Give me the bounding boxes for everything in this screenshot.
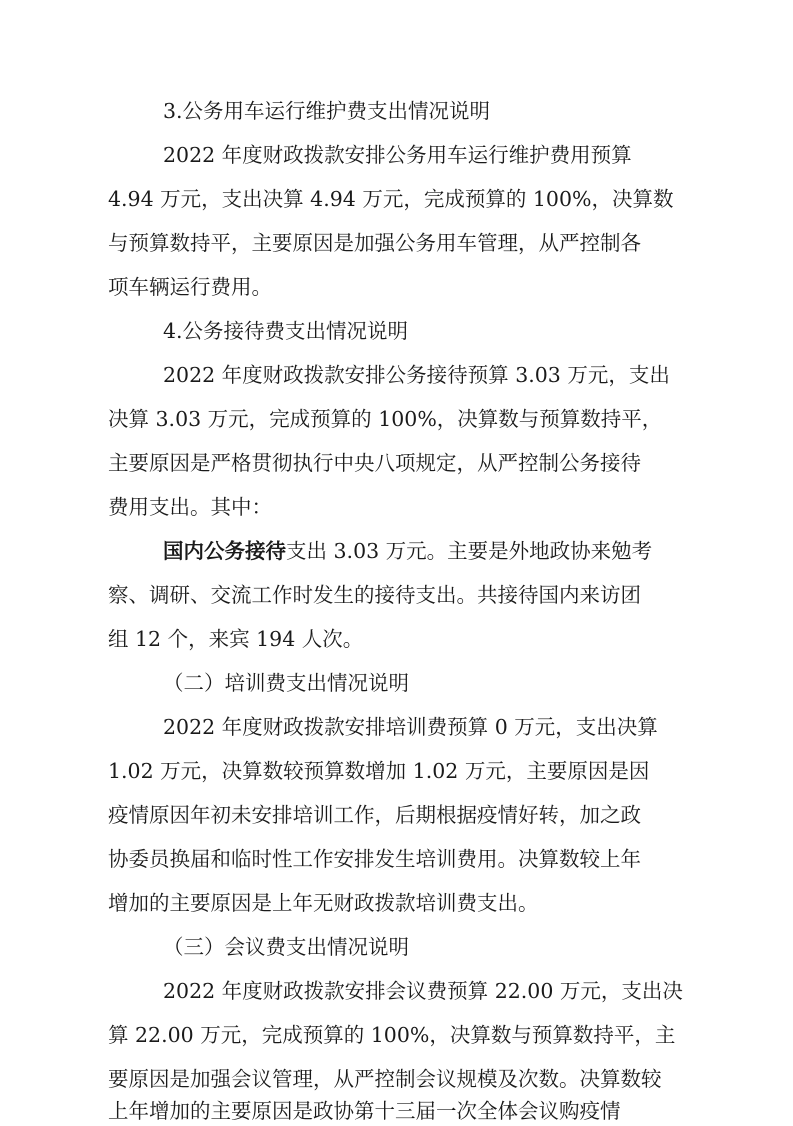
paragraph-line: 项车辆运行费用。 <box>108 275 272 299</box>
paragraph-line: 上年增加的主要原因是政协第十三届一次全体会议购疫情 <box>108 1099 621 1123</box>
paragraph-line: 察、调研、交流工作时发生的接待支出。共接待国内来访团 <box>108 583 641 607</box>
section-4-heading: 4.公务接待费支出情况说明 <box>163 319 409 343</box>
section-3-heading: 3.公务用车运行维护费支出情况说明 <box>163 99 491 123</box>
paragraph-line: 主要原因是严格贯彻执行中央八项规定，从严控制公务接待 <box>108 451 641 475</box>
paragraph-line: 费用支出。其中： <box>108 495 272 519</box>
paragraph-line: 决算 3.03 万元，完成预算的 100%，决算数与预算数持平， <box>108 407 663 431</box>
paragraph-line: 增加的主要原因是上年无财政拨款培训费支出。 <box>108 891 539 915</box>
paragraph-line: 2022 年度财政拨款安排会议费预算 22.00 万元，支出决 <box>163 979 683 1003</box>
paragraph-line: 4.94 万元，支出决算 4.94 万元，完成预算的 100%，决算数 <box>108 187 674 211</box>
paragraph-line: 要原因是加强会议管理，从严控制会议规模及次数。决算数较 <box>108 1067 662 1091</box>
section-meeting-heading: （三）会议费支出情况说明 <box>163 935 409 959</box>
paragraph-line: 算 22.00 万元，完成预算的 100%，决算数与预算数持平，主 <box>108 1023 676 1047</box>
paragraph-line: 组 12 个，来宾 194 人次。 <box>108 627 364 651</box>
paragraph-text: 支出 3.03 万元。主要是外地政协来勉考 <box>286 539 653 563</box>
paragraph-line-with-bold-lead <box>163 536 652 566</box>
section-training-heading: （二）培训费支出情况说明 <box>163 671 409 695</box>
paragraph-line: 2022 年度财政拨款安排公务接待预算 3.03 万元，支出 <box>163 363 670 387</box>
paragraph-line: 2022 年度财政拨款安排公务用车运行维护费用预算 <box>163 143 632 167</box>
paragraph-line: 与预算数持平，主要原因是加强公务用车管理，从严控制各 <box>108 231 641 255</box>
paragraph-line: 协委员换届和临时性工作安排发生培训费用。决算数较上年 <box>108 847 641 871</box>
paragraph-line: 疫情原因年初未安排培训工作，后期根据疫情好转，加之政 <box>108 803 641 827</box>
bold-term: 国内公务接待 <box>163 539 286 563</box>
paragraph-line: 2022 年度财政拨款安排培训费预算 0 万元，支出决算 <box>163 715 658 739</box>
paragraph-line: 1.02 万元，决算数较预算数增加 1.02 万元，主要原因是因 <box>108 759 650 783</box>
